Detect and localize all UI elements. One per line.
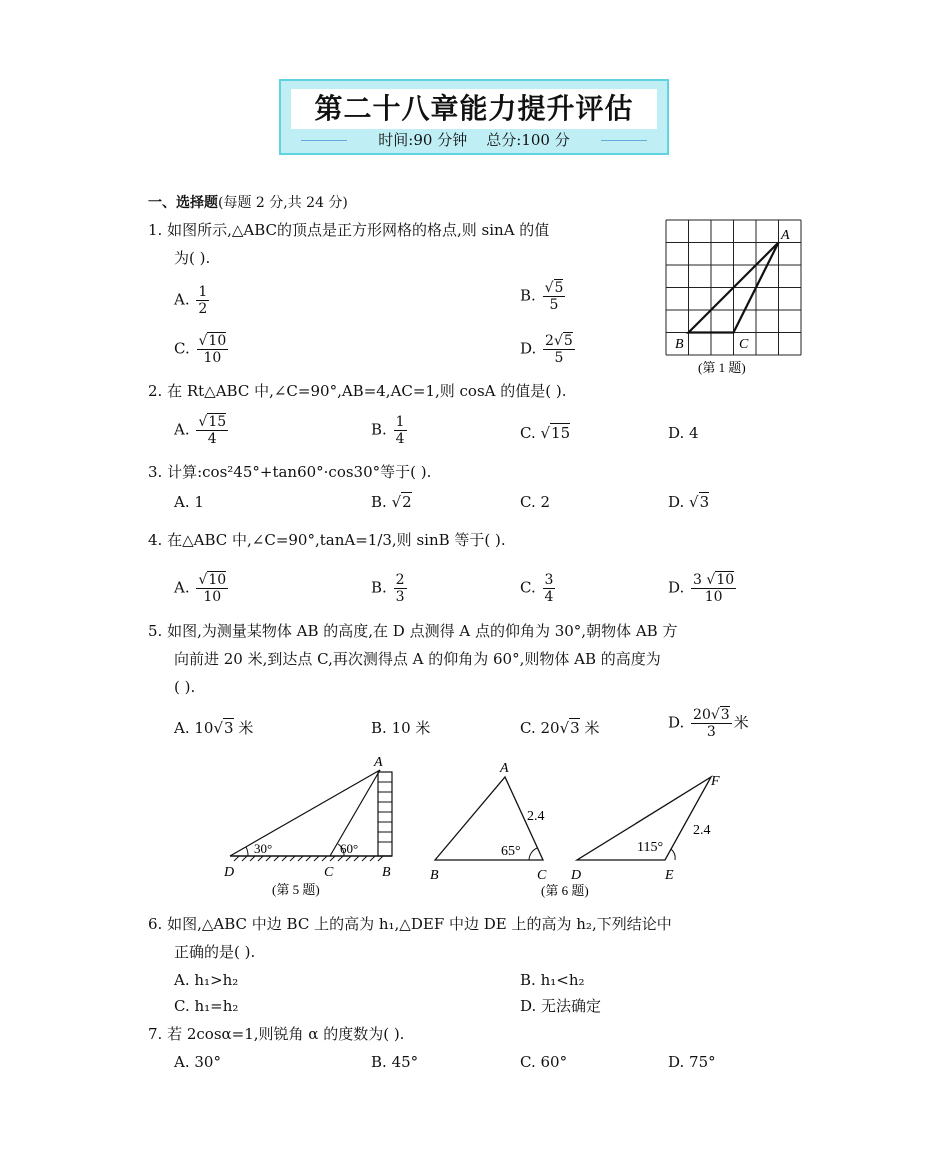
q1-option-d	[520, 333, 577, 366]
option-letter: B.	[371, 420, 387, 439]
option-value: 4	[689, 424, 699, 442]
q7-option-b	[371, 1051, 418, 1073]
q5-option-b	[371, 717, 430, 739]
q6-option-b	[520, 969, 585, 991]
figure-6	[425, 755, 725, 903]
q4-option-b	[371, 572, 409, 605]
label-d: D	[571, 868, 582, 883]
fraction: $\frac{2}{3}$	[395, 572, 405, 605]
title-panel	[291, 89, 657, 129]
option-letter: D.	[668, 578, 685, 597]
q3-option-c	[520, 491, 550, 513]
option-letter: D.	[668, 424, 685, 442]
fraction: $\frac{3}{4}$	[544, 572, 554, 605]
option-letter: A.	[174, 971, 190, 989]
q6-option-a	[174, 969, 238, 991]
option-letter: A.	[174, 719, 190, 737]
option-letter: B.	[520, 286, 536, 305]
question-stem: 在△ABC 中,∠C=90°,tanA=1/3,则 sinB 等于( ).	[167, 531, 506, 549]
label-e: E	[665, 868, 674, 883]
q2-option-c: C. √15	[520, 424, 571, 442]
question-number: 6.	[148, 915, 163, 933]
option-letter: A.	[174, 420, 190, 439]
q1-option-a	[174, 284, 211, 317]
option-value: 30°	[194, 1053, 221, 1071]
question-stem: 在 Rt△ABC 中,∠C=90°,AB=4,AC=1,则 cosA 的值是( ).	[167, 382, 567, 400]
question-stem: 计算:cos²45°+tan60°·cos30°等于( ).	[167, 463, 432, 481]
object-ab	[378, 772, 392, 856]
label-a: A	[374, 755, 383, 770]
question-5	[148, 620, 677, 642]
figure-1-grid	[660, 218, 810, 380]
question-4	[148, 529, 506, 551]
angle-115: 115°	[637, 840, 664, 855]
question-number: 2.	[148, 382, 163, 400]
label-b: B	[675, 337, 684, 352]
title-banner	[279, 79, 669, 155]
q6-option-c	[174, 995, 238, 1017]
label-c: C	[739, 337, 749, 352]
question-number: 5.	[148, 622, 163, 640]
label-c: C	[537, 868, 547, 883]
figure-5	[220, 752, 420, 902]
question-number: 4.	[148, 531, 163, 549]
question-5-line2: 向前进 20 米,到达点 C,再次测得点 A 的仰角为 60°,则物体 AB 的高度为	[174, 650, 661, 668]
q1-option-b	[520, 280, 567, 313]
option-letter: D.	[520, 339, 537, 358]
page-subtitle: 时间:90 分钟 总分:100 分	[378, 131, 570, 149]
option-value: 无法确定	[541, 997, 602, 1015]
figure-5-caption: (第 5 题)	[272, 882, 320, 897]
option-value: 1	[194, 493, 204, 511]
option-value: 60°	[540, 1053, 568, 1071]
section-title: 一、选择题	[148, 195, 218, 211]
fraction: $\frac{√10}{10}$	[198, 572, 227, 605]
angle-30: 30°	[254, 841, 273, 856]
option-value: h₁=h₂	[194, 997, 239, 1015]
fraction: $\frac{1}{2}$	[198, 284, 208, 317]
option-value: 45°	[391, 1053, 419, 1071]
question-7	[148, 1023, 404, 1045]
angle-60: 60°	[340, 841, 359, 856]
option-letter: A.	[174, 578, 190, 597]
q7-option-a	[174, 1051, 221, 1073]
option-letter: D.	[668, 493, 685, 511]
label-a: A	[781, 228, 790, 243]
q2-option-a	[174, 414, 230, 447]
fraction: $\frac{20√3}{3}$	[693, 707, 730, 740]
question-6-line2: 正确的是( ).	[174, 943, 256, 961]
option-letter: C.	[174, 339, 190, 358]
question-1-line2: 为( ).	[174, 249, 211, 267]
q3-option-b: B. √2	[371, 493, 412, 511]
q5-option-a: A. 10√3 米	[174, 719, 254, 737]
option-letter: C.	[520, 493, 536, 511]
option-letter: B.	[371, 1053, 387, 1071]
section-note: (每题 2 分,共 24 分)	[218, 195, 348, 211]
option-letter: D.	[668, 1053, 685, 1071]
q7-option-d	[668, 1051, 716, 1073]
question-6	[148, 913, 672, 935]
figure-6-caption: (第 6 题)	[541, 883, 589, 898]
option-letter: A.	[174, 1053, 190, 1071]
label-a: A	[500, 761, 509, 776]
fraction: $\frac{2√5}{5}$	[545, 333, 573, 366]
label-f: F	[711, 774, 720, 789]
subtitle-rule-right	[601, 140, 647, 141]
q7-option-c	[520, 1051, 567, 1073]
option-letter: A.	[174, 493, 190, 511]
q2-option-b	[371, 414, 409, 447]
figure-1-caption: (第 1 题)	[698, 360, 746, 375]
side-label-ac: 2.4	[527, 809, 545, 824]
option-value: h₁<h₂	[540, 971, 585, 989]
option-letter: B.	[371, 719, 387, 737]
option-value: 2	[540, 493, 551, 511]
label-d: D	[224, 865, 235, 880]
question-1	[148, 219, 549, 241]
fraction: $\frac{1}{4}$	[395, 414, 405, 447]
option-letter: C.	[174, 997, 190, 1015]
question-stem: 若 2cosα=1,则锐角 α 的度数为( ).	[167, 1025, 405, 1043]
option-letter: D.	[668, 713, 685, 732]
question-stem: 如图,△ABC 中边 BC 上的高为 h₁,△DEF 中边 DE 上的高为 h₂,下列结论中	[167, 915, 672, 933]
option-letter: A.	[174, 290, 190, 309]
option-value: 10 米	[391, 719, 431, 737]
question-number: 1.	[148, 221, 163, 239]
q1-option-c	[174, 333, 230, 366]
section-heading	[148, 191, 348, 214]
question-5-line3: ( ).	[174, 678, 196, 696]
q4-option-d	[668, 572, 738, 605]
fraction: $\frac{√15}{4}$	[198, 414, 227, 447]
question-3	[148, 461, 431, 483]
question-stem: 如图所示,△ABC的顶点是正方形网格的格点,则 sinA 的值	[167, 221, 550, 239]
label-b: B	[430, 868, 439, 883]
fraction: $\frac{√5}{5}$	[544, 280, 564, 313]
option-letter: C.	[520, 578, 536, 597]
option-value: 75°	[689, 1053, 716, 1071]
option-value: h₁>h₂	[194, 971, 239, 989]
question-number: 7.	[148, 1025, 163, 1043]
angle-65: 65°	[501, 844, 521, 859]
question-stem: 如图,为测量某物体 AB 的高度,在 D 点测得 A 点的仰角为 30°,朝物体 AB 方	[167, 622, 678, 640]
q6-option-d	[520, 995, 601, 1017]
q3-option-a	[174, 491, 204, 513]
option-letter: C.	[520, 719, 536, 737]
q4-option-a	[174, 572, 230, 605]
option-letter: B.	[371, 493, 387, 511]
label-b: B	[382, 865, 391, 880]
page-title: 第二十八章能力提升评估	[314, 92, 634, 125]
option-letter: D.	[520, 997, 537, 1015]
q5-option-d: D. $\frac{20√3}{3}$ 米	[668, 707, 749, 740]
option-letter: B.	[520, 971, 536, 989]
q3-option-d: D. √3	[668, 493, 710, 511]
fraction: $\frac{3 √10}{10}$	[693, 572, 735, 605]
side-label-ef: 2.4	[693, 823, 711, 838]
label-c: C	[324, 865, 334, 880]
question-2	[148, 380, 567, 402]
option-letter: C.	[520, 1053, 536, 1071]
option-letter: B.	[371, 578, 387, 597]
fraction: $\frac{√10}{10}$	[198, 333, 227, 366]
q4-option-c	[520, 572, 557, 605]
question-number: 3.	[148, 463, 163, 481]
q2-option-d	[668, 422, 699, 444]
q5-option-c: C. 20√3 米	[520, 719, 600, 737]
option-letter: C.	[520, 424, 536, 442]
